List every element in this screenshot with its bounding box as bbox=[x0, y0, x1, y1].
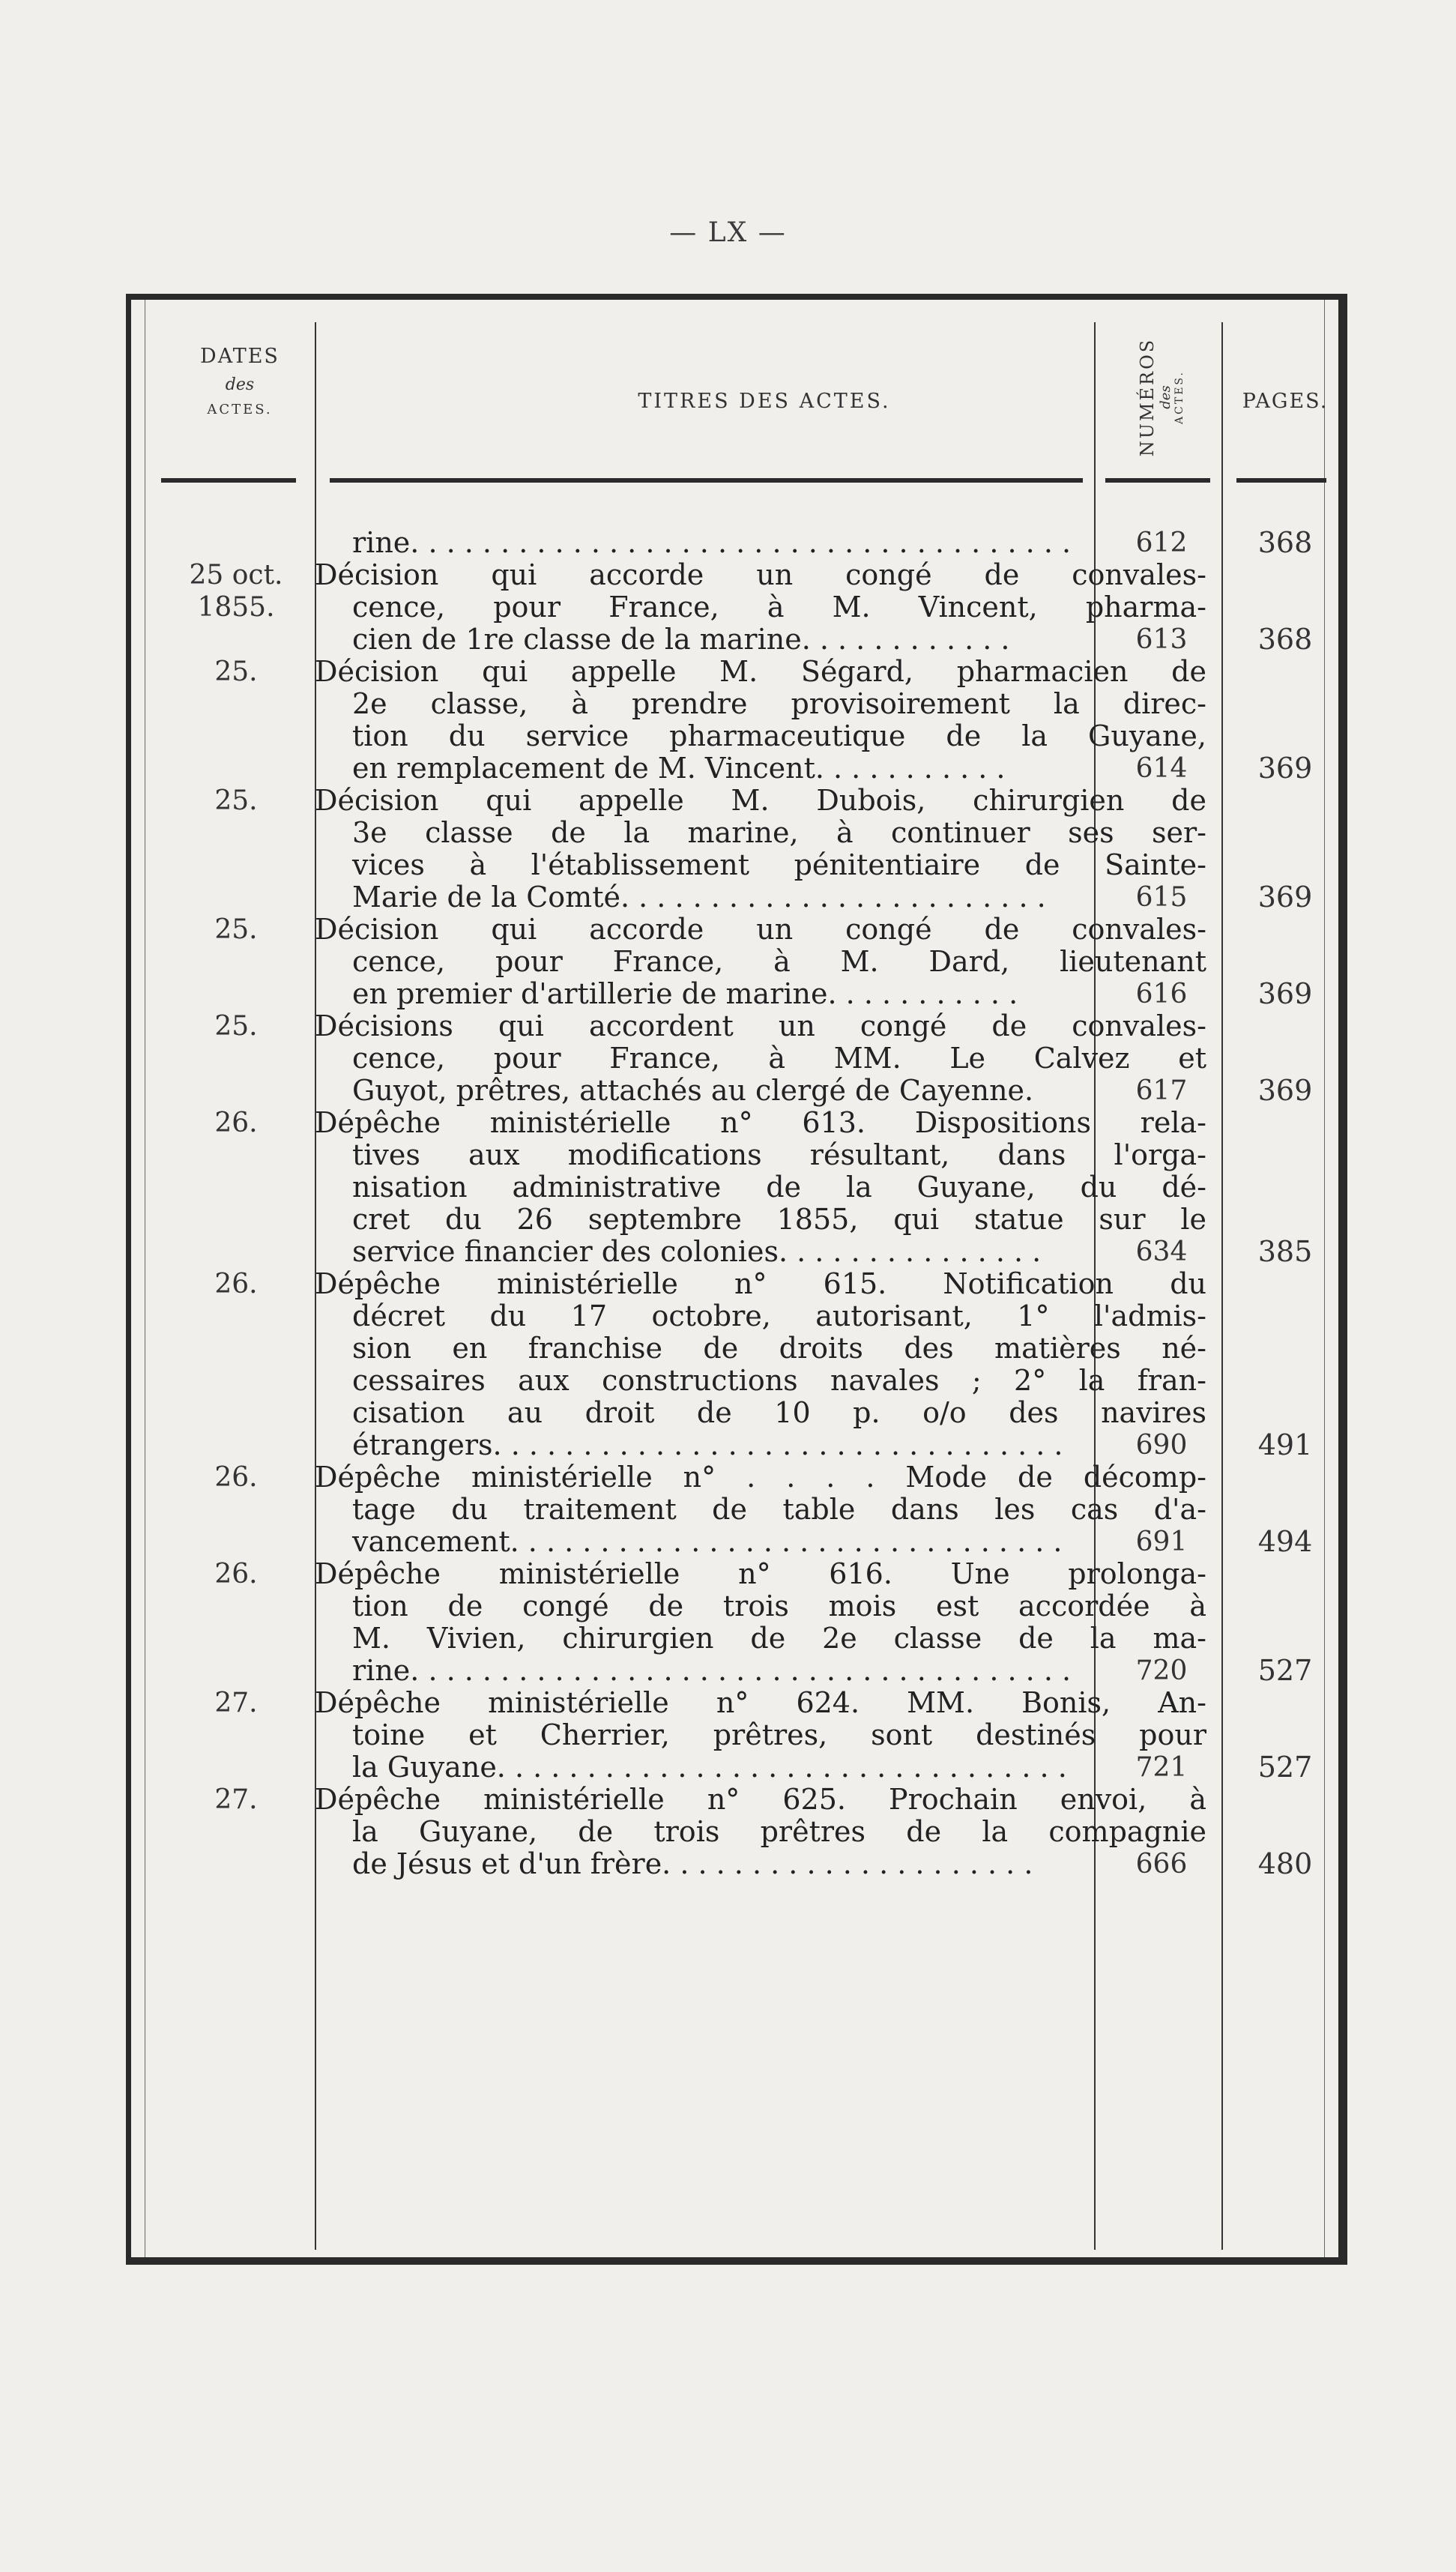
act-date-line: 26. bbox=[214, 1108, 258, 1138]
column-header-pages: PAGES. bbox=[1242, 390, 1329, 413]
act-number: 612 bbox=[1135, 528, 1188, 558]
act-date bbox=[161, 656, 311, 688]
act-title-line: Dépêche ministérielle n° 615. Notification du bbox=[315, 1268, 1206, 1300]
act-page: 491 bbox=[1257, 1428, 1313, 1461]
column-header-dates-line: DATES bbox=[200, 345, 280, 368]
act-date-line: 25. bbox=[214, 785, 258, 816]
column-header-numeros-line: ACTES. bbox=[1173, 370, 1186, 424]
header-underline bbox=[161, 478, 296, 483]
act-page: 369 bbox=[1257, 881, 1313, 914]
act-title-line: Dépêche ministérielle n° . . . . Mode de décomp- bbox=[315, 1461, 1206, 1494]
act-page: 385 bbox=[1257, 1235, 1313, 1268]
act-title bbox=[315, 1687, 1206, 1784]
act-date bbox=[161, 1010, 311, 1042]
act-title-line: la Guyane. . . . . . . . . . . . . . . . . . . . . . . . . . . . . . . . bbox=[352, 1751, 1067, 1784]
act-title-line: Décision qui accorde un congé de convales- bbox=[315, 914, 1206, 946]
act-page: 480 bbox=[1257, 1847, 1313, 1880]
act-page: 368 bbox=[1257, 623, 1313, 656]
act-date-line: 25. bbox=[214, 656, 258, 687]
act-title-line: tives aux modifications résultant, dans l'orga- bbox=[352, 1139, 1206, 1171]
act-date bbox=[161, 1268, 311, 1300]
act-title bbox=[315, 1461, 1206, 1558]
act-number: 614 bbox=[1135, 753, 1188, 784]
column-header-numeros bbox=[1098, 322, 1225, 472]
act-title-line: Marie de la Comté. . . . . . . . . . . . . . . . . . . . . . . . bbox=[352, 881, 1046, 914]
act-date-line: 25 oct. bbox=[189, 560, 283, 591]
frame-inner-line bbox=[1324, 300, 1325, 2257]
act-title-line: cessaires aux constructions navales ; 2° la fran- bbox=[352, 1365, 1206, 1397]
column-header-dates bbox=[161, 345, 318, 417]
act-title-line: vices à l'établissement pénitentiaire de Sainte- bbox=[352, 849, 1206, 881]
act-title-line: toine et Cherrier, prêtres, sont destinés pour bbox=[352, 1719, 1206, 1751]
act-number: 721 bbox=[1135, 1752, 1188, 1783]
act-title-line: Dépêche ministérielle n° 625. Prochain envoi, à bbox=[315, 1784, 1206, 1816]
act-date bbox=[161, 1558, 311, 1590]
act-title-line: cisation au droit de 10 p. o/o des navires bbox=[352, 1397, 1206, 1429]
act-date-line: 1855. bbox=[197, 592, 275, 623]
act-title-line: Décisions qui accordent un congé de convales- bbox=[315, 1010, 1206, 1042]
act-number: 720 bbox=[1135, 1655, 1188, 1686]
act-title-line: en premier d'artillerie de marine. . . . . . . . . . . bbox=[352, 978, 1018, 1010]
act-title-line: tion du service pharmaceutique de la Guyane, bbox=[352, 720, 1206, 752]
act-date bbox=[161, 785, 311, 817]
act-title-line: vancement. . . . . . . . . . . . . . . . . . . . . . . . . . . . . . . bbox=[352, 1526, 1063, 1558]
act-title-line: 3e classe de la marine, à continuer ses ser- bbox=[352, 817, 1206, 849]
act-page: 527 bbox=[1257, 1751, 1313, 1784]
act-date-line: 27. bbox=[214, 1688, 258, 1718]
act-title-line: M. Vivien, chirurgien de 2e classe de la ma- bbox=[352, 1622, 1206, 1655]
act-number: 617 bbox=[1135, 1075, 1188, 1106]
act-page: 369 bbox=[1257, 752, 1313, 785]
act-title-line: tage du traitement de table dans les cas d'a- bbox=[352, 1494, 1206, 1526]
act-page: 369 bbox=[1257, 977, 1313, 1010]
column-divider bbox=[1221, 322, 1223, 2250]
act-date-line: 25. bbox=[214, 914, 258, 945]
column-header-dates-line: ACTES. bbox=[207, 402, 273, 417]
act-title-line: rine. . . . . . . . . . . . . . . . . . . . . . . . . . . . . . . . . . . . . bbox=[352, 1655, 1072, 1687]
act-number: 666 bbox=[1135, 1849, 1188, 1880]
act-title-line: tion de congé de trois mois est accordée à bbox=[352, 1590, 1206, 1622]
act-date bbox=[161, 559, 311, 624]
header-underline bbox=[330, 478, 1083, 483]
act-title-line: cence, pour France, à M. Vincent, pharma- bbox=[352, 591, 1206, 624]
column-header-dates-line: des bbox=[225, 375, 255, 394]
act-title bbox=[315, 1784, 1206, 1880]
act-number: 634 bbox=[1135, 1237, 1188, 1267]
act-date bbox=[161, 1687, 311, 1719]
act-title-line: décret du 17 octobre, autorisant, 1° l'admis- bbox=[352, 1300, 1206, 1332]
act-title-line: cence, pour France, à M. Dard, lieutenant bbox=[352, 946, 1206, 978]
act-title bbox=[315, 559, 1206, 656]
column-header-numeros-line: des bbox=[1157, 385, 1173, 409]
act-title-line: Décision qui appelle M. Ségard, pharmacien de bbox=[315, 656, 1206, 688]
act-date bbox=[161, 1107, 311, 1139]
act-title-line: 2e classe, à prendre provisoirement la direc- bbox=[352, 688, 1206, 720]
act-date-line: 26. bbox=[214, 1269, 258, 1299]
column-header-numeros-line: NUMÉROS bbox=[1136, 337, 1158, 457]
act-title-line: Dépêche ministérielle n° 624. MM. Bonis, An- bbox=[315, 1687, 1206, 1719]
act-title-line: Dépêche ministérielle n° 613. Dispositions rela- bbox=[315, 1107, 1206, 1139]
act-title-line: étrangers. . . . . . . . . . . . . . . . . . . . . . . . . . . . . . . . bbox=[352, 1429, 1063, 1461]
act-title bbox=[315, 914, 1206, 1010]
act-date bbox=[161, 914, 311, 946]
act-page: 527 bbox=[1257, 1654, 1313, 1687]
act-page: 369 bbox=[1257, 1074, 1313, 1107]
act-number: 615 bbox=[1135, 882, 1188, 913]
page-number: — LX — bbox=[669, 217, 787, 248]
act-title-line: de Jésus et d'un frère. . . . . . . . . . . . . . . . . . . . . bbox=[352, 1848, 1033, 1880]
act-title-line: cence, pour France, à MM. Le Calvez et bbox=[352, 1042, 1206, 1075]
act-title bbox=[315, 656, 1206, 785]
act-title bbox=[315, 1558, 1206, 1687]
act-date bbox=[161, 1461, 311, 1494]
act-number: 616 bbox=[1135, 979, 1188, 1009]
act-title-line: en remplacement de M. Vincent. . . . . . . . . . . bbox=[352, 752, 1006, 785]
header-underline bbox=[1105, 478, 1210, 483]
act-date-line: 26. bbox=[214, 1559, 258, 1590]
act-date-line: 25. bbox=[214, 1011, 258, 1042]
act-page: 368 bbox=[1257, 526, 1313, 559]
act-title bbox=[315, 1268, 1206, 1461]
act-number: 690 bbox=[1135, 1430, 1188, 1461]
act-title-line: Guyot, prêtres, attachés au clergé de Cayenne. bbox=[352, 1075, 1034, 1107]
acts-table bbox=[126, 294, 1347, 2265]
header-underline bbox=[1236, 478, 1326, 483]
act-title-line: Décision qui appelle M. Dubois, chirurgien de bbox=[315, 785, 1206, 817]
column-header-titres: TITRES DES ACTES. bbox=[638, 390, 891, 413]
act-title-line: la Guyane, de trois prêtres de la compagnie bbox=[352, 1816, 1206, 1848]
act-title-line: Décision qui accorde un congé de convales- bbox=[315, 559, 1206, 591]
act-title bbox=[315, 1010, 1206, 1107]
act-number: 691 bbox=[1135, 1527, 1188, 1557]
act-title bbox=[315, 1107, 1206, 1268]
act-title-line: sion en franchise de droits des matières né- bbox=[352, 1332, 1206, 1365]
act-date bbox=[161, 1784, 311, 1816]
act-title bbox=[315, 527, 1206, 559]
act-page: 494 bbox=[1257, 1525, 1313, 1558]
act-date-line: 26. bbox=[214, 1462, 258, 1493]
act-title bbox=[315, 785, 1206, 914]
act-title-line: rine. . . . . . . . . . . . . . . . . . . . . . . . . . . . . . . . . . . . . bbox=[352, 527, 1072, 559]
act-title-line: nisation administrative de la Guyane, du dé- bbox=[352, 1171, 1206, 1204]
act-title-line: cret du 26 septembre 1855, qui statue sur le bbox=[352, 1204, 1206, 1236]
act-title-line: cien de 1re classe de la marine. . . . . . . . . . . . bbox=[352, 624, 1010, 656]
act-number: 613 bbox=[1135, 624, 1188, 655]
act-title-line: Dépêche ministérielle n° 616. Une prolonga- bbox=[315, 1558, 1206, 1590]
act-title-line: service financier des colonies. . . . . . . . . . . . . . . bbox=[352, 1236, 1042, 1268]
act-date-line: 27. bbox=[214, 1784, 258, 1815]
